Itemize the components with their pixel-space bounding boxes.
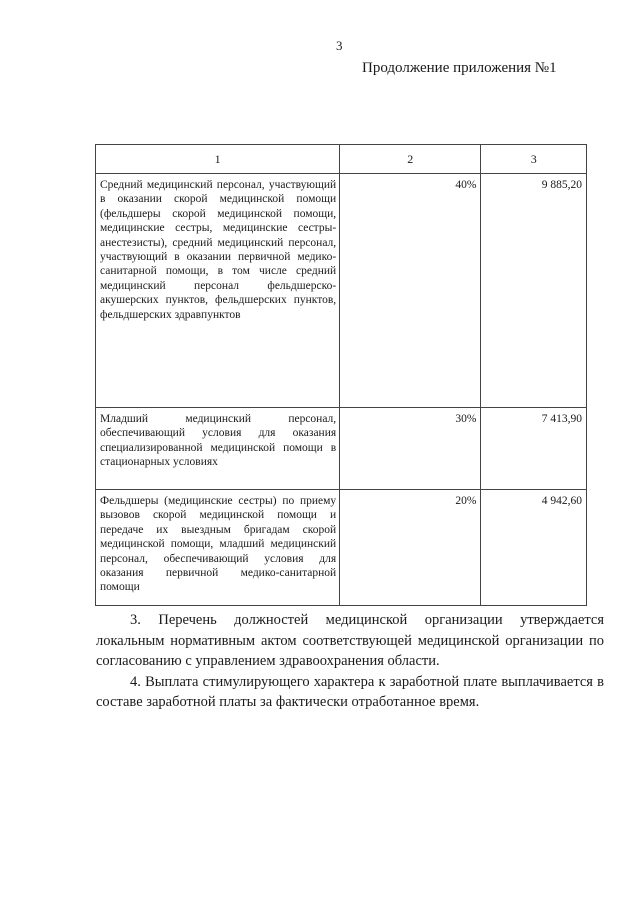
appendix-title: Продолжение приложения №1 [362, 60, 557, 76]
body-text [96, 610, 604, 713]
table-row [96, 408, 587, 490]
header-cell-3: 3 [481, 145, 587, 174]
payments-table [95, 144, 587, 606]
position-cell [96, 174, 340, 408]
position-description: Средний медицинский персонал, участвующий в оказании скорой медицинской помощи (фельдшеры скорой медицинской помощи, медицинские сестры, медицинские сестры-анестезисты), средний медицинский персонал, участвующий в оказании первичной медико-санитарной помощи, в том числе средний медицинский персонал фельдшерско-акушерских пунктов, фельдшерских пунктов, фельдшерских здравпунктов [100, 179, 337, 321]
amount-value: 4 942,60 [541, 495, 582, 507]
paragraph-4: 4. Выплата стимулирующего характера к заработной плате выплачивается в составе заработной платы за фактически отработанное время. [96, 673, 604, 710]
table-row [96, 174, 587, 408]
position-cell [96, 408, 340, 490]
percent-value: 20% [455, 495, 477, 507]
table-header-row [96, 145, 587, 174]
percent-cell [340, 408, 481, 490]
percent-value: 40% [455, 179, 477, 191]
table-row [96, 490, 587, 606]
percent-cell [340, 490, 481, 606]
amount-cell [481, 408, 587, 490]
page-number: 3 [336, 38, 343, 53]
position-cell [96, 490, 340, 606]
header-cell-2: 2 [340, 145, 481, 174]
amount-cell [481, 174, 587, 408]
position-description: Младший медицинский персонал, обеспечивающий условия для оказания специализированной медицинской помощи в стационарных условиях [100, 413, 337, 469]
amount-value: 7 413,90 [541, 413, 582, 425]
position-description: Фельдшеры (медицинские сестры) по приему вызовов скорой медицинской помощи и передаче их выездным бригадам скорой медицинской помощи, младший медицинский персонал, обеспечивающий условия для оказания первичной медико-санитарной помощи [100, 495, 337, 594]
percent-cell [340, 174, 481, 408]
amount-cell [481, 490, 587, 606]
amount-value: 9 885,20 [541, 179, 582, 191]
paragraph-3: 3. Перечень должностей медицинской организации утверждается локальным нормативным актом соответствующей медицинской организации по согласованию с управлением здравоохранения области. [96, 612, 604, 669]
percent-value: 30% [455, 413, 477, 425]
header-cell-1: 1 [96, 145, 340, 174]
